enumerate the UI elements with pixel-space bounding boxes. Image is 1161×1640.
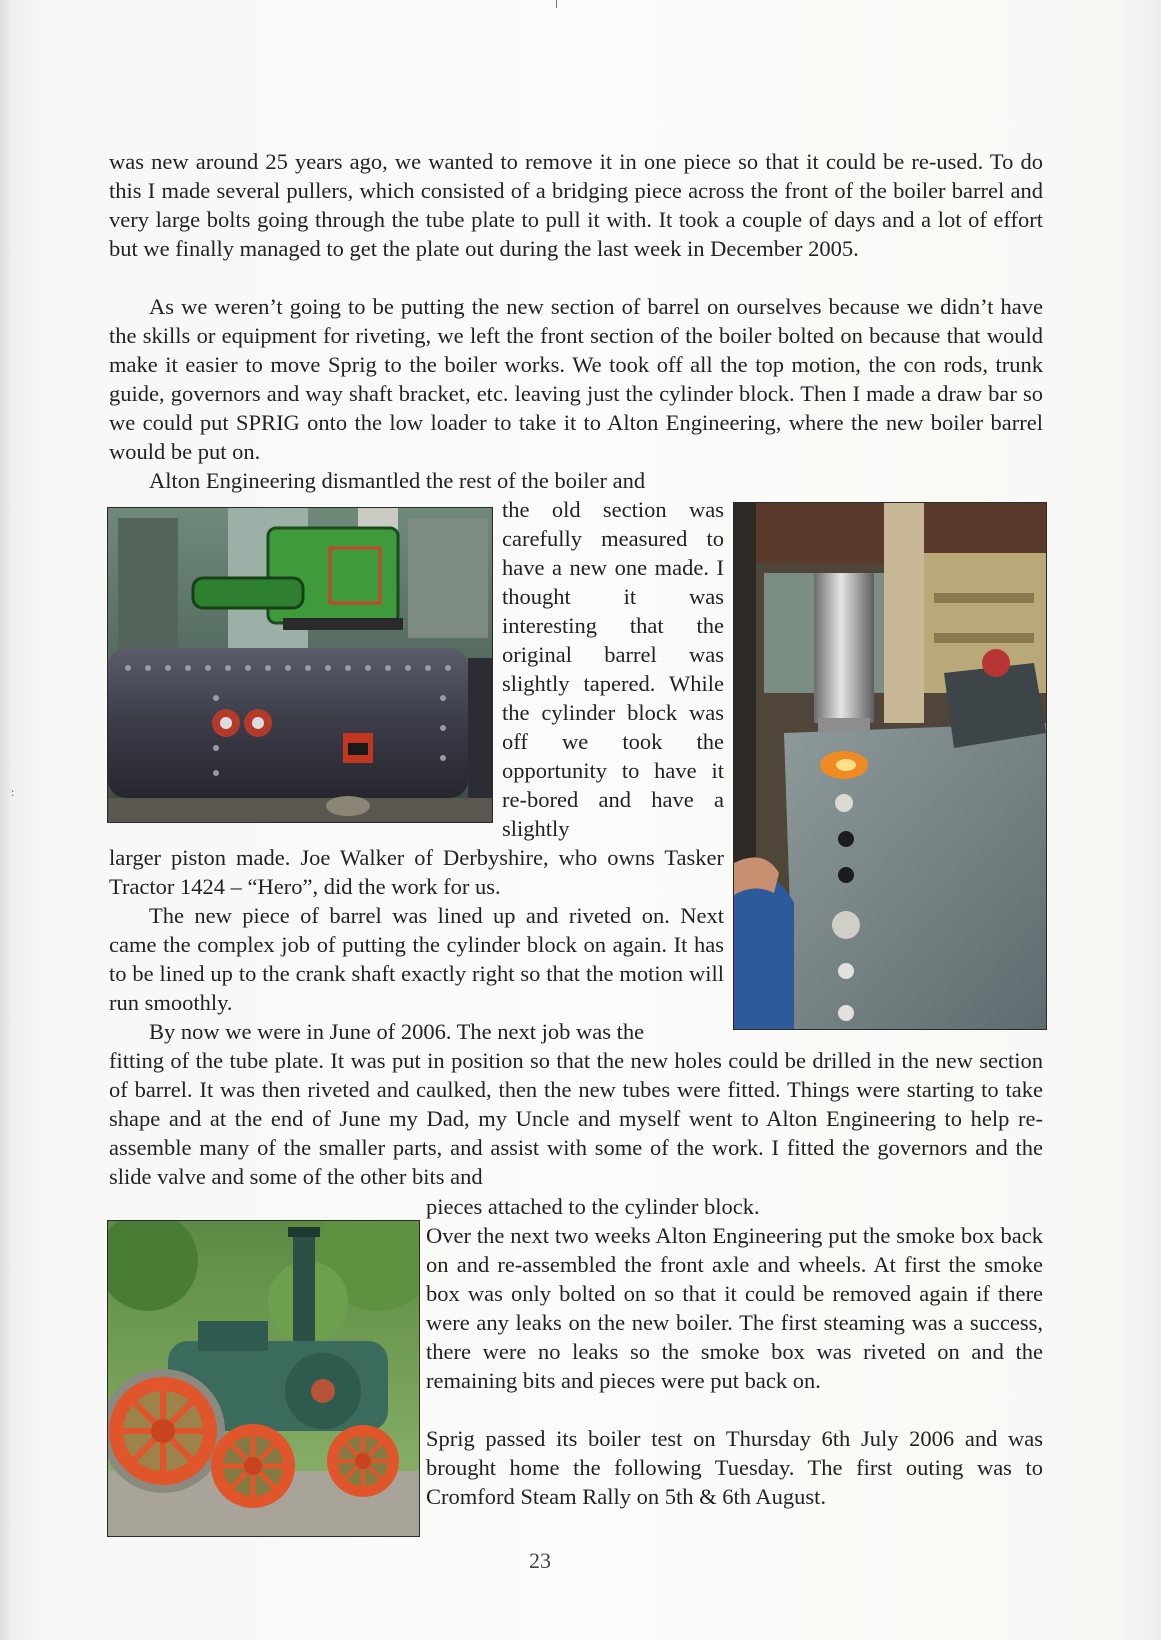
paragraph-3-tail: larger piston made. Joe Walker of Derbyshire, who owns Tasker Tractor 1424 – “Hero”, did the work for us. (109, 845, 724, 899)
paragraph-2: As we weren’t going to be putting the new section of barrel on ourselves because we didn’t have the skills or equipment for riveting, we left the front section of the boiler bolted on because that would make it easier to move Sprig to the boiler works. We took off all the top motion, the con rods, trunk guide, governors and way shaft bracket, etc. leaving just the cylinder block. Then I made a draw bar so we could put SPRIG onto the low loader to take it to Alton Engineering, where the new boiler barrel would be put on. (109, 294, 1043, 464)
boiler-barrel-illustration (108, 508, 492, 822)
paragraph-3-column: the old section was carefully measured to have a new one made. I thought it was interesting that the original barrel was slightly tapered. While the cylinder block was off we took the opportunity to have it re-bored and have a slightly (502, 497, 724, 841)
photo-drilling-plate (733, 502, 1047, 1030)
paragraph-6: Over the next two weeks Alton Engineering put the smoke box back on and re-assembled the front axle and wheels. At first the smoke box was only bolted on so that it could be removed again if there were any leaks on the new boiler. The first steaming was a success, there were no leaks so the smoke box was riveted on and the remaining bits and pieces were put back on. (426, 1223, 1043, 1393)
paragraph-1: was new around 25 years ago, we wanted to remove it in one piece so that it could be re-used. To do this I made several pullers, which consisted of a bridging piece across the front of the boiler barrel and very large bolts going through the tube plate to pull it with. It took a couple of days and a lot of effort but we finally managed to get the plate out during the last week in December 2005. (109, 149, 1043, 261)
photo-boiler-barrel (107, 507, 493, 823)
margin-mark: : (11, 785, 15, 799)
traction-engine-illustration (108, 1221, 419, 1536)
paragraph-7: Sprig passed its boiler test on Thursday 6th July 2006 and was brought home the following Tuesday. The first outing was to Cromford Steam Rally on 5th & 6th August. (426, 1426, 1043, 1509)
paragraph-5-tail: pieces attached to the cylinder block. (426, 1194, 760, 1219)
page-edge (0, 0, 14, 1640)
page-number: 23 (529, 1548, 551, 1573)
paragraph-4: The new piece of barrel was lined up and riveted on. Next came the complex job of putting the cylinder block on again. It has to be lined up to the crank shaft exactly right so that the motion will run smoothly. (109, 903, 724, 1015)
paragraph-5-body: fitting of the tube plate. It was put in position so that the new holes could be drilled in the new section of barrel. It was then riveted and caulked, then the new tubes were fitted. Things were starting to take shape and at the end of June my Dad, my Uncle and myself went to Alton Engineering to help re-assemble many of the smaller parts, and assist with some of the work. I fitted the governors and the slide valve and some of the other bits and (109, 1048, 1043, 1189)
top-tick-mark (556, 0, 557, 8)
paragraph-3-lead: Alton Engineering dismantled the rest of the boiler and (149, 468, 646, 493)
drilling-illustration (734, 503, 1046, 1029)
paragraph-5-lead: By now we were in June of 2006. The next job was the (149, 1019, 645, 1044)
photo-restored-engine (107, 1220, 420, 1537)
